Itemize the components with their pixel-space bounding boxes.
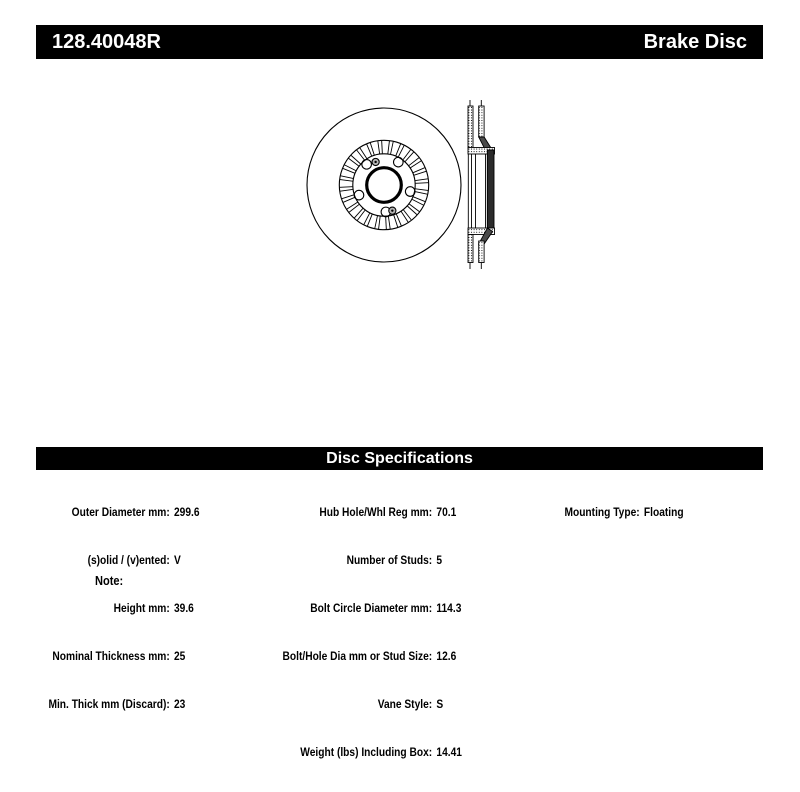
inboard-plate-bottom [479, 241, 484, 263]
vane-line [403, 210, 411, 220]
vane-line [407, 206, 416, 215]
spec-label: Vane Style: [377, 697, 433, 711]
vane-line [340, 187, 353, 188]
spec-value: 39.6 [174, 601, 194, 615]
vane-line [415, 179, 428, 181]
vane-line [360, 148, 367, 159]
spec-row [38, 696, 200, 712]
section-title: Disc Specifications [326, 449, 473, 467]
spec-value: 23 [174, 697, 186, 711]
technical-drawing [280, 90, 520, 280]
spec-value: 70.1 [436, 505, 457, 519]
spec-value: 14.41 [436, 745, 462, 759]
spec-column-middle [280, 472, 462, 792]
vane-line [415, 189, 428, 191]
set-screw-hole-center [391, 209, 393, 211]
vane-line [405, 152, 414, 161]
spec-row [280, 696, 462, 712]
vane-line [409, 204, 419, 212]
vane-line [388, 141, 390, 154]
outboard-plate-bottom [468, 235, 473, 263]
vane-line [340, 189, 353, 191]
set-screw-hole-center [374, 161, 376, 163]
spec-row [38, 648, 200, 664]
spec-label: Nominal Thickness mm: [52, 649, 170, 663]
inboard-plate-top [479, 106, 484, 137]
spec-row [280, 744, 462, 760]
spec-value: 299.6 [174, 505, 200, 519]
spec-value: 12.6 [436, 649, 457, 663]
product-name: Brake Disc [643, 30, 747, 53]
vane-line [340, 180, 353, 182]
vane-line [401, 212, 408, 223]
disc-outer-edge [307, 108, 461, 262]
spec-column-right [530, 472, 684, 552]
spec-value: 25 [174, 649, 186, 663]
spec-label: Min. Thick mm (Discard): [48, 697, 170, 711]
vane-line [349, 158, 359, 166]
spec-label: Bolt Circle Diameter mm: [310, 601, 433, 615]
hat-mounting-face [487, 150, 494, 232]
disc-cross-section-drawing [468, 100, 495, 269]
vane-line [357, 150, 365, 160]
vane-line [349, 204, 359, 212]
spec-row [530, 504, 684, 520]
outboard-plate-top [468, 106, 473, 148]
vane-line [403, 150, 411, 160]
vane-line [351, 155, 360, 164]
stud-hole [405, 187, 415, 197]
header-bar [36, 25, 763, 59]
vane-line [391, 142, 394, 154]
spec-label: Height mm: [113, 601, 170, 615]
spec-row [280, 648, 462, 664]
spec-label: Weight (lbs) Including Box: [300, 745, 433, 759]
spec-value: 114.3 [436, 601, 462, 615]
vane-line [378, 141, 380, 154]
vane-line [375, 216, 378, 228]
spec-row [280, 600, 462, 616]
vane-line [415, 192, 427, 195]
vane-line [347, 202, 358, 209]
spec-row [38, 600, 200, 616]
vane-line [416, 183, 429, 184]
spec-label: Mounting Type: [564, 505, 640, 519]
spec-label: Hub Hole/Whl Reg mm: [319, 505, 433, 519]
disc-front-view-drawing [307, 108, 461, 262]
vane-line [382, 141, 383, 154]
part-number: 128.40048R [52, 30, 161, 53]
stud-hole [354, 190, 364, 200]
stud-hole [362, 160, 372, 170]
vane-line [388, 216, 390, 229]
note-label: Note: [95, 573, 124, 588]
spec-value: S [436, 697, 444, 711]
spec-row [38, 504, 200, 520]
spec-column-left [38, 472, 200, 744]
stud-hole [394, 157, 404, 167]
section-title-bar [36, 447, 763, 470]
spec-label: Number of Studs: [346, 553, 433, 567]
vane-line [341, 176, 353, 179]
vane-line [409, 158, 419, 166]
spec-row [280, 552, 462, 568]
spec-label: Bolt/Hole Dia mm or Stud Size: [282, 649, 433, 663]
spec-label: Outer Diameter mm: [71, 505, 170, 519]
spec-value: 5 [436, 553, 443, 567]
spec-value: Floating [643, 505, 684, 519]
spec-value: V [174, 553, 181, 567]
spec-row [280, 504, 462, 520]
vane-line [357, 210, 365, 220]
vane-line [354, 208, 363, 217]
center-bore [367, 168, 402, 203]
vane-line [386, 217, 387, 230]
vane-line [411, 161, 422, 168]
spec-label: (s)olid / (v)ented: [87, 553, 170, 567]
spec-row [38, 552, 200, 568]
vane-line [379, 216, 381, 229]
